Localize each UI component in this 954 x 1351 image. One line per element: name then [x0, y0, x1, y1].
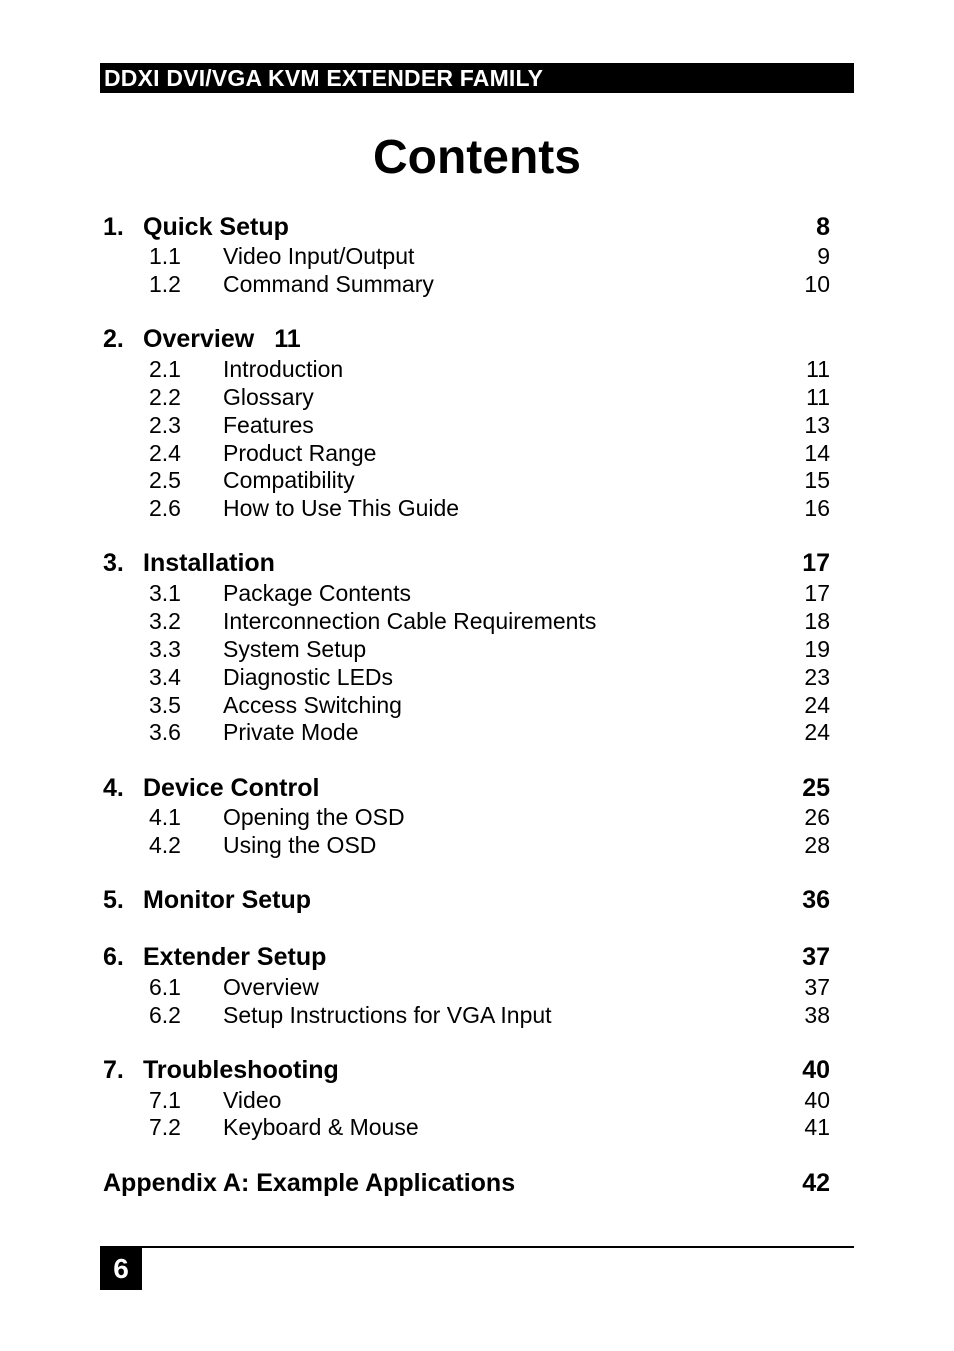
- subsection-page-number: 9: [817, 243, 830, 269]
- section-title: Installation: [143, 549, 275, 577]
- page-number-value: 6: [113, 1253, 129, 1284]
- subsection-page-number: 28: [804, 832, 830, 858]
- toc-subsection-1-1[interactable]: [0, 242, 954, 270]
- subsection-title: Diagnostic LEDs: [223, 664, 394, 690]
- subsection-title: Command Summary: [223, 271, 434, 297]
- toc-section-6[interactable]: [0, 943, 954, 971]
- subsection-page-number: 38: [804, 1002, 830, 1028]
- subsection-number: 3.1: [149, 580, 181, 606]
- toc-section-7[interactable]: [0, 1056, 954, 1084]
- section-number: 3.: [103, 549, 124, 577]
- subsection-page-number: 11: [806, 384, 830, 410]
- subsection-number: 2.4: [149, 440, 181, 466]
- subsection-number: 7.2: [149, 1114, 181, 1140]
- subsection-title: Video: [223, 1087, 282, 1113]
- section-number: 4.: [103, 774, 124, 802]
- subsection-title: Setup Instructions for VGA Input: [223, 1002, 552, 1028]
- subsection-number: 2.3: [149, 412, 181, 438]
- subsection-page-number: 17: [804, 580, 830, 606]
- subsection-title: Package Contents: [223, 580, 411, 606]
- subsection-title: Compatibility: [223, 467, 355, 493]
- toc-appendix-a[interactable]: [0, 1169, 954, 1197]
- section-number: 5.: [103, 886, 124, 914]
- section-page-number: 36: [802, 886, 830, 914]
- toc-section-3[interactable]: [0, 549, 954, 577]
- toc-subsection-3-5[interactable]: [0, 691, 954, 719]
- subsection-number: 3.6: [149, 719, 181, 745]
- subsection-number: 1.2: [149, 271, 181, 297]
- footer-divider: [100, 1246, 854, 1248]
- toc-subsection-2-4[interactable]: [0, 439, 954, 467]
- subsection-number: 4.2: [149, 832, 181, 858]
- subsection-page-number: 41: [804, 1114, 830, 1140]
- subsection-page-number: 10: [804, 271, 830, 297]
- section-number: 2.: [103, 325, 124, 353]
- section-title: Troubleshooting: [143, 1056, 339, 1084]
- subsection-number: 3.5: [149, 692, 181, 718]
- toc-subsection-2-6[interactable]: [0, 494, 954, 522]
- toc-subsection-2-1[interactable]: [0, 355, 954, 383]
- section-title: Overview: [143, 325, 255, 353]
- page-number: [100, 1248, 142, 1290]
- toc-section-2[interactable]: [0, 325, 954, 353]
- subsection-number: 2.1: [149, 356, 181, 382]
- subsection-page-number: 16: [804, 495, 830, 521]
- subsection-title: Interconnection Cable Requirements: [223, 608, 597, 634]
- section-title: Device Control: [143, 774, 320, 802]
- subsection-page-number: 11: [806, 356, 830, 382]
- section-number: 1.: [103, 213, 124, 241]
- toc-subsection-3-6[interactable]: [0, 718, 954, 746]
- toc-section-1[interactable]: [0, 213, 954, 241]
- toc-subsection-2-5[interactable]: [0, 466, 954, 494]
- subsection-page-number: 13: [804, 412, 830, 438]
- toc-subsection-3-4[interactable]: [0, 663, 954, 691]
- section-page-number: 37: [802, 943, 830, 971]
- toc-subsection-2-2[interactable]: [0, 383, 954, 411]
- subsection-number: 1.1: [149, 243, 181, 269]
- section-page-number: 40: [802, 1056, 830, 1084]
- toc-subsection-6-1[interactable]: [0, 973, 954, 1001]
- page-title: Contents: [373, 131, 581, 184]
- subsection-title: Introduction: [223, 356, 344, 382]
- subsection-number: 6.1: [149, 974, 181, 1000]
- toc-subsection-7-2[interactable]: [0, 1113, 954, 1141]
- subsection-page-number: 37: [804, 974, 830, 1000]
- subsection-page-number: 24: [804, 692, 830, 718]
- appendix-title: Appendix A: Example Applications: [103, 1169, 516, 1197]
- subsection-number: 3.3: [149, 636, 181, 662]
- subsection-title: How to Use This Guide: [223, 495, 460, 521]
- section-title-wrap: [143, 325, 301, 353]
- running-header-title: DDXI DVI/VGA KVM EXTENDER FAMILY: [104, 65, 544, 91]
- subsection-title: Product Range: [223, 440, 377, 466]
- toc-subsection-2-3[interactable]: [0, 411, 954, 439]
- section-number: 6.: [103, 943, 124, 971]
- section-title: Quick Setup: [143, 213, 289, 241]
- subsection-title: Features: [223, 412, 314, 438]
- subsection-title: Opening the OSD: [223, 804, 405, 830]
- section-page-number: 17: [802, 549, 830, 577]
- section-page-number: 8: [816, 213, 830, 241]
- subsection-number: 3.4: [149, 664, 181, 690]
- subsection-page-number: 23: [804, 664, 830, 690]
- subsection-page-number: 18: [804, 608, 830, 634]
- subsection-page-number: 24: [804, 719, 830, 745]
- subsection-number: 2.5: [149, 467, 181, 493]
- toc-subsection-3-3[interactable]: [0, 635, 954, 663]
- toc-subsection-1-2[interactable]: [0, 270, 954, 298]
- toc-subsection-3-2[interactable]: [0, 607, 954, 635]
- subsection-number: 4.1: [149, 804, 181, 830]
- subsection-title: Private Mode: [223, 719, 359, 745]
- subsection-title: Video Input/Output: [223, 243, 415, 269]
- subsection-title: Keyboard & Mouse: [223, 1114, 419, 1140]
- subsection-title: System Setup: [223, 636, 367, 662]
- toc-subsection-7-1[interactable]: [0, 1086, 954, 1114]
- toc-subsection-6-2[interactable]: [0, 1001, 954, 1029]
- toc-subsection-4-2[interactable]: [0, 831, 954, 859]
- section-page-number: 11: [274, 325, 301, 353]
- toc-subsection-3-1[interactable]: [0, 579, 954, 607]
- subsection-page-number: 15: [804, 467, 830, 493]
- subsection-title: Using the OSD: [223, 832, 377, 858]
- toc-section-5[interactable]: [0, 886, 954, 914]
- subsection-number: 3.2: [149, 608, 181, 634]
- subsection-title: Glossary: [223, 384, 314, 410]
- subsection-number: 2.6: [149, 495, 181, 521]
- subsection-number: 2.2: [149, 384, 181, 410]
- toc-subsection-4-1[interactable]: [0, 803, 954, 831]
- subsection-title: Overview: [223, 974, 319, 1000]
- subsection-page-number: 40: [804, 1087, 830, 1113]
- section-page-number: 25: [802, 774, 830, 802]
- section-number: 7.: [103, 1056, 124, 1084]
- appendix-page-number: 42: [802, 1169, 830, 1197]
- toc-section-4[interactable]: [0, 774, 954, 802]
- section-title: Extender Setup: [143, 943, 327, 971]
- subsection-page-number: 26: [804, 804, 830, 830]
- subsection-title: Access Switching: [223, 692, 402, 718]
- section-title: Monitor Setup: [143, 886, 312, 914]
- subsection-page-number: 19: [804, 636, 830, 662]
- subsection-number: 6.2: [149, 1002, 181, 1028]
- subsection-number: 7.1: [149, 1087, 181, 1113]
- subsection-page-number: 14: [804, 440, 830, 466]
